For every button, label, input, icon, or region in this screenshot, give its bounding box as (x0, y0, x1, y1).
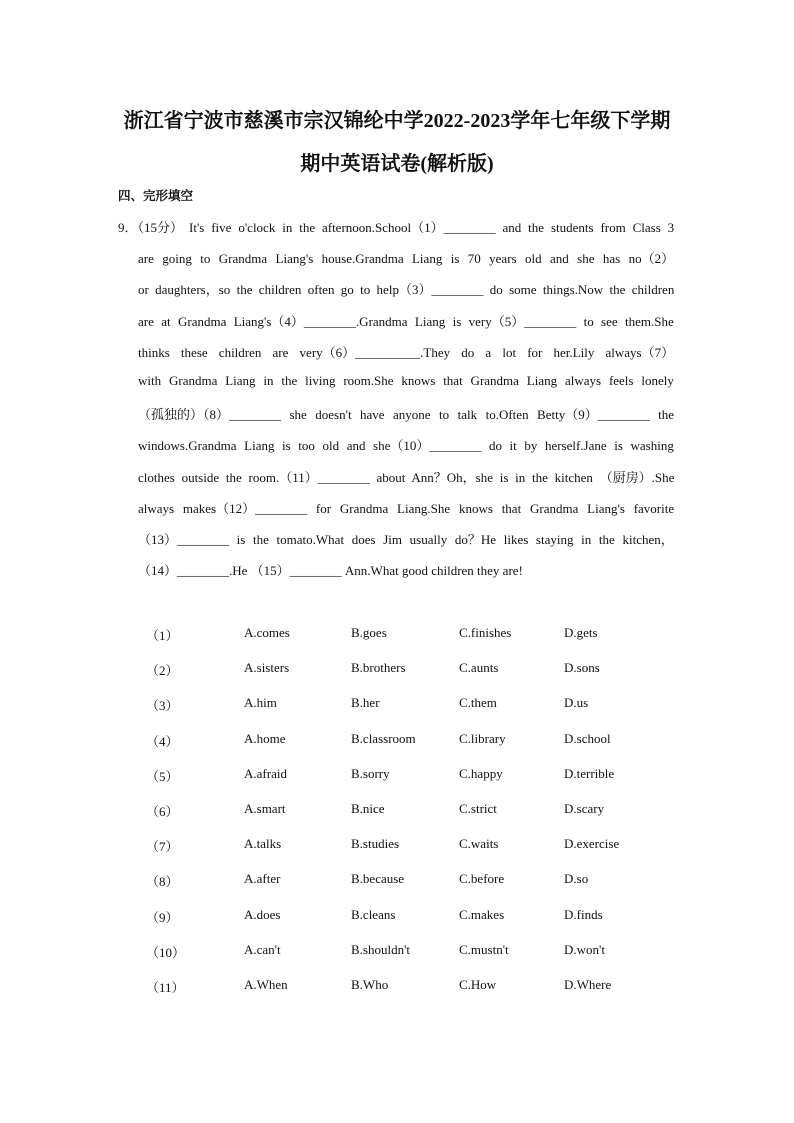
option-c: C.waits (459, 836, 499, 852)
option-c: C.library (459, 730, 506, 746)
passage-line (138, 373, 674, 389)
passage-line (138, 279, 674, 298)
option-blank-number: （8） (146, 874, 179, 890)
option-blank-number: （2） (146, 663, 179, 679)
option-d: D.sons (564, 660, 600, 676)
option-c: C.How (459, 977, 497, 992)
passage-line-text: It's five o'clock in the afternoon.School（1）________ and the students from Class 3 (189, 220, 675, 235)
option-a: A.home (244, 730, 286, 746)
option-c: C.them (459, 695, 497, 711)
option-row (0, 836, 794, 856)
option-d: D.terrible (564, 765, 615, 781)
passage-line-text: are at Grandma Liang's（4）________.Grandma Liang is very（5）________ to see them.She (138, 313, 674, 329)
passage-line-text: windows.Grandma Liang is too old and she（10）________ do it by herself.Jane is washing (138, 438, 674, 454)
option-d: D.exercise (564, 836, 620, 852)
passage-line (138, 498, 674, 517)
option-b: B.Who (351, 977, 389, 992)
option-row (0, 871, 794, 891)
option-b: B.cleans (351, 906, 396, 922)
option-blank-number: （4） (146, 733, 179, 749)
option-b: B.sorry (351, 765, 390, 781)
option-a: A.after (244, 871, 281, 887)
document-title-line-1: 浙江省宁波市慈溪市宗汉锦纶中学2022-2023学年七年级下学期 (123, 110, 671, 132)
option-blank-number: （6） (146, 804, 179, 819)
option-b: B.brothers (351, 660, 406, 676)
option-row (0, 801, 794, 821)
passage-line (138, 342, 674, 361)
option-d: D.gets (564, 625, 598, 640)
option-d: D.us (564, 695, 589, 711)
option-row (0, 625, 794, 645)
option-row (0, 907, 794, 927)
option-d: D.Where (564, 977, 612, 992)
passage-line (138, 435, 674, 454)
option-a: A.comes (244, 625, 290, 640)
option-blank-number: （3） (146, 698, 179, 714)
passage-line (138, 529, 674, 548)
passage-line-text: or daughters，so the children often go to help（3）________ do some things.Now the children (138, 282, 675, 298)
passage-line-text: clothes outside the room.（11）________ about Ann？Oh，she is in the kitchen （厨房）.She (138, 469, 675, 485)
option-blank-number: （1） (146, 628, 179, 643)
passage-line-text: thinks these children are very（6）__________.They do a lot for her.Lily always（7） (138, 344, 675, 360)
option-row (0, 695, 794, 715)
option-blank-number: （5） (146, 768, 179, 784)
option-row (0, 731, 794, 751)
option-c: C.strict (459, 801, 497, 816)
option-b: B.goes (351, 625, 387, 640)
passage-line (138, 404, 674, 423)
option-a: A.does (244, 906, 281, 922)
option-a: A.sisters (244, 660, 290, 676)
option-blank-number: （10） (146, 944, 186, 960)
option-b: B.studies (351, 836, 400, 852)
passage-line (138, 560, 674, 579)
option-d: D.school (564, 730, 611, 746)
passage-line-text: （14）________.He （15）________ Ann.What good children they are! (138, 563, 523, 579)
option-c: C.finishes (459, 625, 512, 640)
option-b: B.because (351, 871, 405, 887)
option-c: C.aunts (459, 660, 499, 676)
passage-line (138, 467, 674, 486)
option-blank-number: （7） (146, 839, 179, 855)
option-c: C.mustn't (459, 941, 509, 957)
passage-line (189, 217, 674, 236)
option-d: D.scary (564, 801, 605, 816)
option-c: C.makes (459, 906, 505, 922)
option-blank-number: （11） (146, 980, 185, 995)
option-d: D.finds (564, 906, 603, 922)
passage-line-text: are going to Grandma Liang's house.Grandma Liang is 70 years old and she has no（2） (138, 251, 675, 267)
option-a: A.him (244, 695, 277, 711)
option-a: A.talks (244, 836, 282, 852)
option-a: A.smart (244, 801, 286, 816)
option-c: C.before (459, 871, 505, 887)
passage-line (138, 311, 674, 330)
option-row (0, 660, 794, 680)
option-b: B.shouldn't (351, 941, 411, 957)
passage-line-text: always makes（12）________ for Grandma Liang.She knows that Grandma Liang's favorite (138, 500, 675, 516)
option-row (0, 977, 794, 997)
option-a: A.When (244, 977, 288, 992)
passage-line-text: with Grandma Liang in the living room.She knows that Grandma Liang always feels lonely (138, 373, 674, 388)
section-heading: 四、完形填空 (118, 188, 194, 203)
option-b: B.her (351, 695, 380, 711)
option-d: D.so (564, 871, 589, 887)
passage-line (138, 248, 674, 267)
option-b: B.classroom (351, 730, 416, 746)
passage-line-text: （13）________ is the tomato.What does Jim usually do？He likes staying in the kitchen， (138, 532, 674, 547)
option-blank-number: （9） (146, 909, 179, 925)
option-row (0, 766, 794, 786)
question-number: 9．（15分） (118, 220, 184, 235)
option-a: A.afraid (244, 765, 287, 781)
option-row (0, 942, 794, 962)
option-d: D.won't (564, 941, 605, 957)
option-b: B.nice (351, 801, 385, 816)
passage-line-text: （孤独的）（8）________ she doesn't have anyone to talk to.Often Betty（9）________ the (138, 407, 675, 423)
option-c: C.happy (459, 765, 503, 781)
document-title-line-2: 期中英语试卷(解析版) (300, 153, 494, 175)
option-a: A.can't (244, 941, 281, 957)
